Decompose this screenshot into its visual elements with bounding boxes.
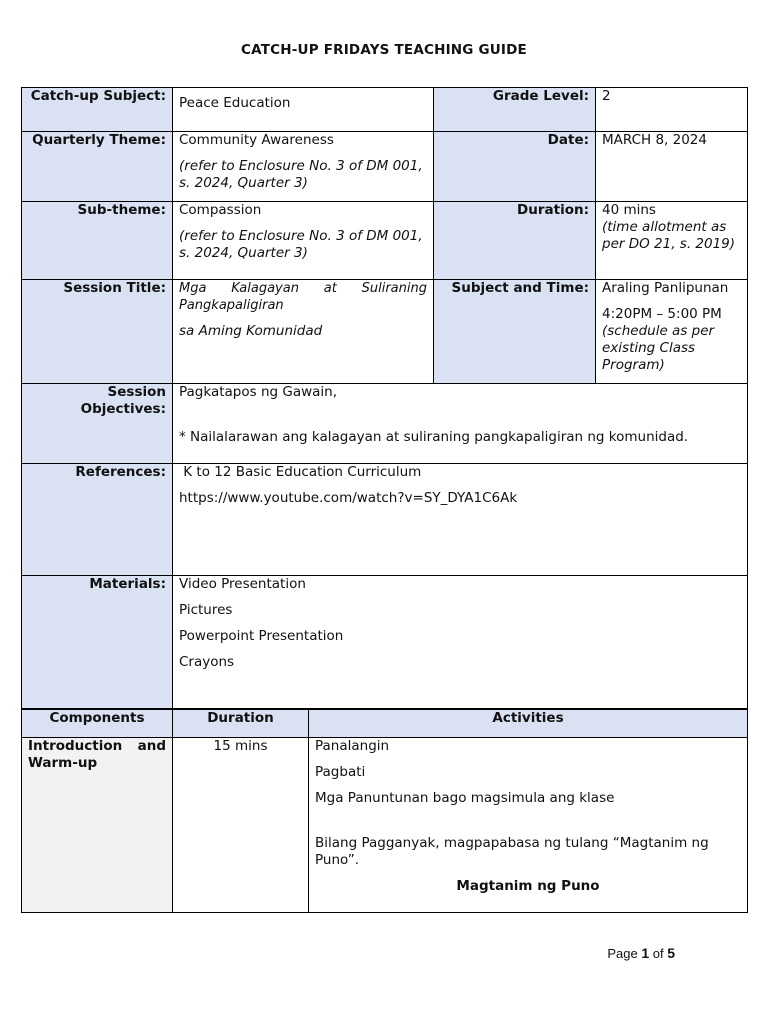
document-title: CATCH-UP FRIDAYS TEACHING GUIDE <box>241 42 527 58</box>
label-theme: Quarterly Theme: <box>22 132 173 202</box>
header-duration: Duration <box>173 710 309 738</box>
value-duration: 40 mins (time allotment as per DO 21, s. 2019) <box>596 202 748 280</box>
poem-title: Magtanim ng Puno <box>456 878 600 894</box>
activities-intro: Panalangin Pagbati Mga Panuntunan bago magsimula ang klase Bilang Pagganyak, magpapabasa ng tulang “Magtanim ng Puno”. Magtanim ng Puno <box>309 738 748 913</box>
label-grade: Grade Level: <box>434 88 596 132</box>
label-session-title: Session Title: <box>22 280 173 384</box>
label-materials: Materials: <box>22 576 173 709</box>
label-subject-time: Subject and Time: <box>434 280 596 384</box>
label-references: References: <box>22 464 173 576</box>
label-subject: Catch-up Subject: <box>22 88 173 132</box>
duration-intro: 15 mins <box>173 738 309 913</box>
value-session-title: Mga Kalagayan at Suliraning Pangkapaligiran sa Aming Komunidad <box>173 280 434 384</box>
material-item: Powerpoint Presentation <box>179 628 344 644</box>
label-date: Date: <box>434 132 596 202</box>
value-materials <box>173 576 748 709</box>
value-objectives: Pagkatapos ng Gawain, * Nailalarawan ang kalagayan at suliraning pangkapaligiran ng komunidad. <box>173 384 748 464</box>
header-components: Components <box>22 710 173 738</box>
label-objectives: Session Objectives: <box>22 384 173 464</box>
value-references: K to 12 Basic Education Curriculum https://www.youtube.com/watch?v=SY_DYA1C6Ak <box>173 464 748 576</box>
value-subject-time: Araling Panlipunan 4:20PM – 5:00 PM (schedule as per existing Class Program) <box>596 280 748 384</box>
page-number: Page 1 of 5 <box>607 945 675 961</box>
material-item: Video Presentation <box>179 576 306 592</box>
label-duration: Duration: <box>434 202 596 280</box>
material-item: Crayons <box>179 654 235 670</box>
header-activities: Activities <box>309 710 748 738</box>
component-intro: Introduction and Warm-up <box>22 738 173 913</box>
value-grade: 2 <box>596 88 748 132</box>
value-subject: Peace Education <box>173 88 434 132</box>
material-item: Pictures <box>179 602 233 618</box>
label-subtheme: Sub-theme: <box>22 202 173 280</box>
guide-info-table <box>21 87 748 709</box>
value-date: MARCH 8, 2024 <box>596 132 748 202</box>
activities-table <box>21 709 748 913</box>
value-theme: Community Awareness (refer to Enclosure No. 3 of DM 001, s. 2024, Quarter 3) <box>173 132 434 202</box>
value-subtheme: Compassion (refer to Enclosure No. 3 of DM 001, s. 2024, Quarter 3) <box>173 202 434 280</box>
